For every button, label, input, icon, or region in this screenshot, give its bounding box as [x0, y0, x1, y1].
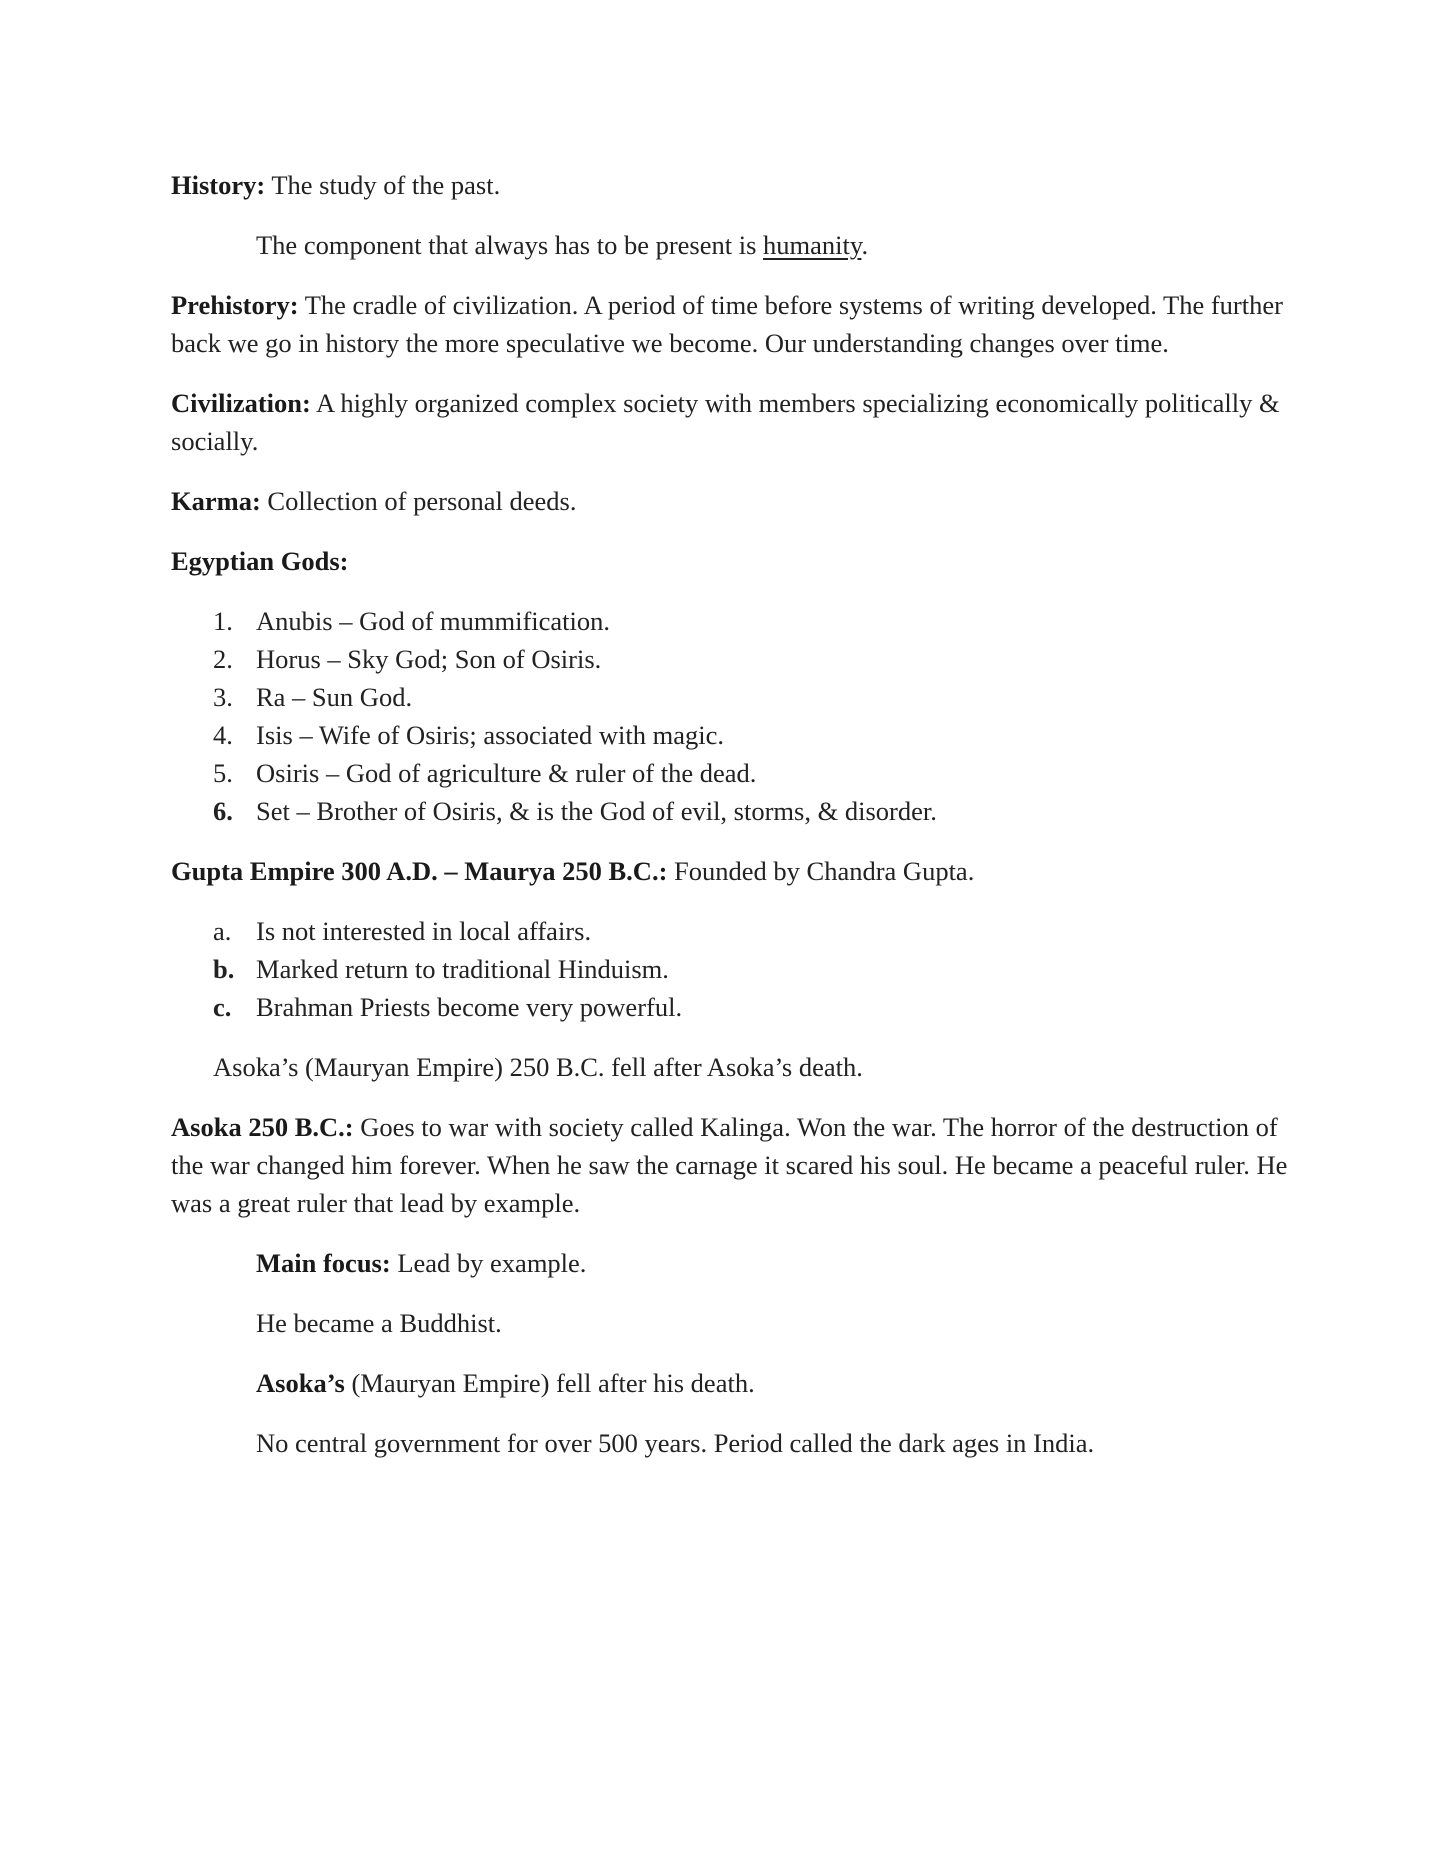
history-note	[171, 226, 1301, 264]
list-marker: c.	[213, 992, 232, 1022]
list-marker: 6.	[213, 796, 233, 826]
civilization-term: Civilization:	[171, 388, 311, 418]
list-item-text: Marked return to traditional Hinduism.	[256, 954, 669, 984]
main-focus-text: Lead by example.	[390, 1248, 587, 1278]
list-item	[171, 678, 1301, 716]
asoka-fell-note	[171, 1364, 1301, 1402]
history-term: History:	[171, 170, 266, 200]
history-text: The study of the past.	[265, 170, 501, 200]
list-marker: 5.	[213, 758, 233, 788]
list-item-text: Ra – Sun God.	[256, 682, 413, 712]
main-focus	[171, 1244, 1301, 1282]
list-item-text: Osiris – God of agriculture & ruler of the dead.	[256, 758, 757, 788]
egyptian-gods-list	[171, 602, 1301, 830]
civilization-definition	[171, 384, 1301, 460]
buddhist-note: He became a Buddhist.	[256, 1308, 502, 1338]
mauryan-note: Asoka’s (Mauryan Empire) 250 B.C. fell after Asoka’s death.	[213, 1052, 863, 1082]
asoka-definition	[171, 1108, 1301, 1222]
prehistory-definition	[171, 286, 1301, 362]
list-item-text: Anubis – God of mummification.	[256, 606, 611, 636]
karma-text: Collection of personal deeds.	[260, 486, 577, 516]
list-item-text: Set – Brother of Osiris, & is the God of evil, storms, & disorder.	[256, 796, 937, 826]
list-item-text: Is not interested in local affairs.	[256, 916, 592, 946]
humanity-emphasis: humanity	[763, 230, 862, 260]
list-marker: 2.	[213, 644, 233, 674]
list-item-text: Horus – Sky God; Son of Osiris.	[256, 644, 602, 674]
list-marker: b.	[213, 954, 235, 984]
history-note-suffix: .	[861, 230, 869, 260]
list-item	[171, 988, 1301, 1026]
civilization-text: A highly organized complex society with members specializing economically politically & socially.	[171, 388, 1280, 456]
asoka-text: Goes to war with society called Kalinga. Won the war. The horror of the destruction of the war changed him forever. When he saw the carnage it scared his soul. He became a peaceful ruler. He was a great ruler that lead by example.	[171, 1112, 1288, 1218]
history-definition	[171, 166, 1301, 204]
list-item	[171, 792, 1301, 830]
list-item	[171, 716, 1301, 754]
list-marker: 1.	[213, 606, 233, 636]
list-item	[171, 640, 1301, 678]
karma-term: Karma:	[171, 486, 261, 516]
list-marker: 4.	[213, 720, 233, 750]
egyptian-gods-heading: Egyptian Gods:	[171, 546, 349, 576]
dark-ages-note: No central government for over 500 years. Period called the dark ages in India.	[256, 1428, 1095, 1458]
list-marker: 3.	[213, 682, 233, 712]
asoka-fell-text: (Mauryan Empire) fell after his death.	[344, 1368, 755, 1398]
asoka-fell-term: Asoka’s	[256, 1368, 345, 1398]
list-item	[171, 754, 1301, 792]
prehistory-text: The cradle of civilization. A period of time before systems of writing developed. The further back we go in history the more speculative we become. Our understanding changes over time.	[171, 290, 1283, 358]
list-item-text: Isis – Wife of Osiris; associated with magic.	[256, 720, 724, 750]
main-focus-term: Main focus:	[256, 1248, 391, 1278]
list-item-text: Brahman Priests become very powerful.	[256, 992, 683, 1022]
list-item	[171, 950, 1301, 988]
list-item	[171, 602, 1301, 640]
asoka-term: Asoka 250 B.C.:	[171, 1112, 354, 1142]
document-body	[171, 166, 1301, 1484]
prehistory-term: Prehistory:	[171, 290, 299, 320]
karma-definition	[171, 482, 1301, 520]
gupta-definition	[171, 852, 1301, 890]
list-item	[171, 912, 1301, 950]
gupta-term: Gupta Empire 300 A.D. – Maurya 250 B.C.:	[171, 856, 668, 886]
gupta-text: Founded by Chandra Gupta.	[667, 856, 975, 886]
list-marker: a.	[213, 916, 232, 946]
gupta-list	[171, 912, 1301, 1026]
history-note-prefix: The component that always has to be present is	[256, 230, 764, 260]
